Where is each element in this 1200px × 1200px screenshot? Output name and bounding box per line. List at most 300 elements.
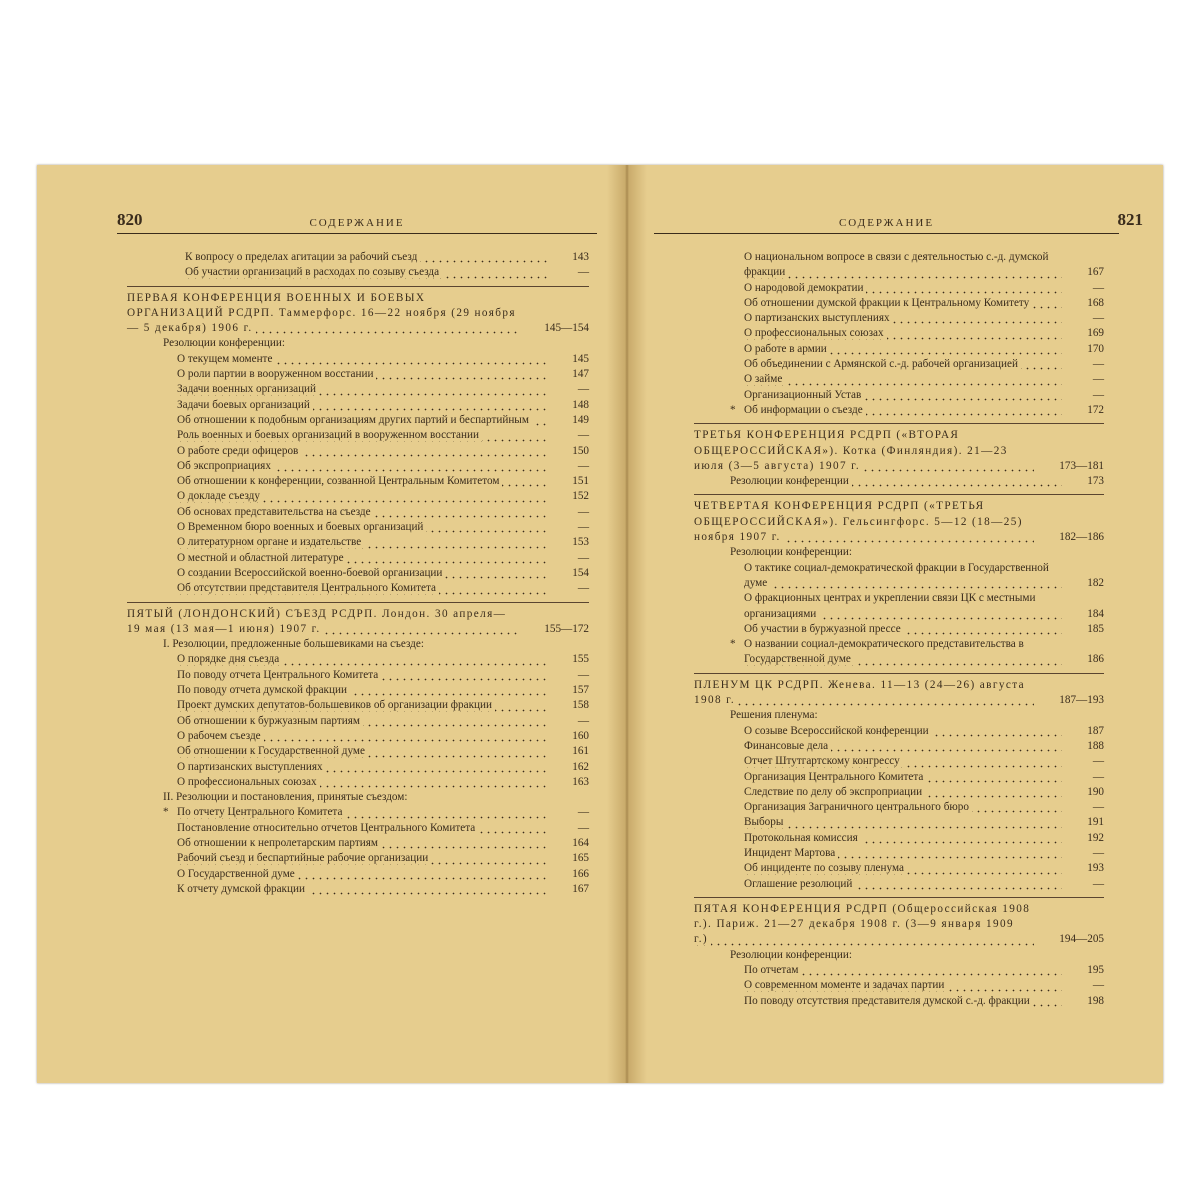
toc-page-number: —: [1092, 358, 1104, 371]
toc-entry-label: По отчету Центрального Комитета: [177, 806, 345, 818]
toc-entry-label: Резолюции конференции:: [730, 949, 855, 961]
toc-entry-label: О местной и областной литературе: [177, 552, 347, 564]
toc-entry: [127, 367, 589, 382]
toc-entry: [127, 637, 589, 652]
toc-entry-text: [730, 403, 1062, 418]
right-page-number: 821: [1117, 210, 1143, 229]
toc-entry-label: Об информации о съезде: [744, 404, 866, 416]
left-page: [37, 165, 612, 1083]
toc-entry-text: [744, 281, 1062, 296]
toc-page-number: —: [1092, 388, 1104, 401]
toc-entry-text: [744, 785, 1062, 800]
toc-entry: [127, 428, 589, 443]
toc-page-number: —: [1092, 312, 1104, 325]
toc-entry-text: [177, 836, 547, 851]
toc-entry: [127, 714, 589, 729]
toc-entry: [127, 668, 589, 683]
toc-entry: [127, 535, 589, 550]
toc-page-number: —: [1092, 373, 1104, 386]
toc-entry-text: [730, 948, 1062, 963]
toc-page-number: 160: [572, 729, 589, 742]
toc-entry: [127, 821, 589, 836]
toc-page-number: 145—154: [544, 322, 589, 335]
toc-entry-text: [744, 311, 1062, 326]
toc-entry-text: [177, 744, 547, 759]
toc-entry: [127, 398, 589, 413]
toc-entry-label: О литературном органе и издательстве: [177, 536, 364, 548]
toc-entry-text: [177, 505, 547, 520]
toc-entry-label: Об отношении думской фракции к Центральному Комитету: [744, 297, 1032, 309]
toc-entry-label: О народовой демократии: [744, 282, 866, 294]
toc-entry-text: [694, 499, 1034, 545]
toc-entry-label: О профессиональных союзах: [744, 327, 887, 339]
toc-entry-label: Резолюции конференции: [730, 475, 852, 487]
toc-entry-label: Выборы: [744, 816, 786, 828]
toc-entry-label: О современном моменте и задачах партии: [744, 979, 947, 991]
toc-entry-text: [177, 698, 547, 713]
toc-page-number: —: [577, 582, 589, 595]
toc-entry-text: [177, 428, 547, 443]
toc-page-number: —: [577, 521, 589, 534]
toc-entry-text: [744, 561, 1062, 592]
toc-page-number: 162: [572, 760, 589, 773]
toc-page-number: 182—186: [1059, 531, 1104, 544]
toc-entry-label: О создании Всероссийской военно-боевой организации: [177, 567, 445, 579]
toc-entry-label: Об отношении к непролетарским партиям: [177, 837, 381, 849]
toc-entry-label: О партизанских выступлениях: [177, 761, 326, 773]
toc-entry: [127, 265, 589, 280]
right-header-title: СОДЕРЖАНИЕ: [838, 217, 935, 229]
toc-entry-label: По поводу отчета Центрального Комитета: [177, 669, 381, 681]
toc-entry-text: [177, 652, 547, 667]
toc-entry: [694, 739, 1104, 754]
toc-page-number: 167: [1087, 266, 1104, 279]
toc-entry-text: [730, 637, 1062, 668]
toc-page-number: 165: [572, 852, 589, 865]
toc-entry: [127, 882, 589, 897]
toc-entry-text: [744, 846, 1062, 861]
toc-entry-label: Постановление относительно отчетов Центрального Комитета: [177, 822, 478, 834]
left-header-title: СОДЕРЖАНИЕ: [309, 217, 405, 229]
toc-entry-text: [730, 545, 1062, 560]
toc-page-number: —: [1092, 755, 1104, 768]
toc-entry-text: [744, 591, 1062, 622]
toc-entry-text: [177, 444, 547, 459]
toc-entry-text: [163, 637, 547, 652]
toc-page-number: 173: [1087, 475, 1104, 488]
toc-entry: [694, 372, 1104, 387]
toc-entry-text: [185, 265, 547, 280]
toc-entry: [694, 403, 1104, 418]
toc-page-number: —: [577, 551, 589, 564]
toc-page-number: 154: [572, 566, 589, 579]
right-page-header: [654, 209, 1143, 234]
toc-entry-label: Резолюции конференции:: [730, 546, 855, 558]
toc-section-heading: [127, 607, 589, 638]
toc-entry-label: О докладе съезду: [177, 490, 263, 502]
toc-entry: [694, 474, 1104, 489]
toc-page-number: 158: [572, 699, 589, 712]
toc-entry-label: ЧЕТВЕРТАЯ КОНФЕРЕНЦИЯ РСДРП («ТРЕТЬЯ ОБЩЕРОССИЙСКАЯ»). Гельсингфорс. 5—12 (18—25) ноября 1907 г.: [694, 500, 1023, 544]
toc-entry: [127, 744, 589, 759]
toc-entry-label: Следствие по делу об экспроприации: [744, 786, 925, 798]
toc-entry-label: О займе: [744, 373, 785, 385]
toc-page-number: 173—181: [1059, 459, 1104, 472]
toc-entry-label: По поводу отчета думской фракции: [177, 684, 350, 696]
toc-page-number: —: [577, 714, 589, 727]
toc-entry: [694, 545, 1104, 560]
toc-entry-text: [744, 800, 1062, 815]
toc-entry-text: [730, 708, 1062, 723]
toc-entry-text: [744, 724, 1062, 739]
toc-entry: [127, 551, 589, 566]
toc-page-number: 191: [1087, 816, 1104, 829]
toc-entry-text: [744, 770, 1062, 785]
toc-entry-text: [177, 535, 547, 550]
right-toc-list: [694, 250, 1104, 1009]
toc-entry-label: I. Резолюции, предложенные большевиками на съезде:: [163, 638, 427, 650]
toc-entry: [127, 352, 589, 367]
toc-entry: [127, 382, 589, 397]
toc-entry: [127, 520, 589, 535]
section-divider: [127, 602, 589, 603]
toc-entry: [127, 683, 589, 698]
toc-entry-label: Об отношении к Государственной думе: [177, 745, 368, 757]
toc-entry-text: [177, 867, 547, 882]
toc-section-heading: [694, 902, 1104, 948]
toc-entry: [127, 444, 589, 459]
toc-entry: [694, 785, 1104, 800]
toc-entry-label: ПЕРВАЯ КОНФЕРЕНЦИЯ ВОЕННЫХ И БОЕВЫХ ОРГАНИЗАЦИЙ РСДРП. Таммерфорс. 16—22 ноября (29 ноября — 5 декабря) 1906 г.: [127, 291, 516, 335]
toc-entry: [694, 963, 1104, 978]
toc-entry-label: ПЯТЫЙ (ЛОНДОНСКИЙ) СЪЕЗД РСДРП. Лондон. 30 апреля—19 мая (13 мая—1 июня) 1907 г.: [127, 607, 507, 635]
toc-page-number: 150: [572, 444, 589, 457]
toc-entry: [694, 388, 1104, 403]
toc-entry-text: [744, 815, 1062, 830]
toc-page-number: 147: [572, 368, 589, 381]
toc-page-number: 182: [1087, 576, 1104, 589]
toc-entry: [127, 775, 589, 790]
toc-entry: [694, 342, 1104, 357]
toc-entry-label: Организационный Устав: [744, 389, 864, 401]
toc-entry: [694, 846, 1104, 861]
toc-entry: [694, 326, 1104, 341]
asterisk-mark: *: [163, 806, 169, 819]
toc-entry-label: Об объединении с Армянской с.-д. рабочей организацией: [744, 358, 1021, 370]
toc-entry-label: Финансовые дела: [744, 740, 831, 752]
toc-page-number: 168: [1087, 296, 1104, 309]
toc-entry-text: [177, 821, 547, 836]
toc-entry-label: Об отношении к конференции, созванной Центральным Комитетом: [177, 475, 502, 487]
toc-entry-text: [744, 357, 1062, 372]
toc-entry-label: Рабочий съезд и беспартийные рабочие организации: [177, 852, 431, 864]
toc-entry-text: [744, 250, 1062, 281]
toc-entry-text: [744, 831, 1062, 846]
toc-page-number: 187—193: [1059, 694, 1104, 707]
toc-entry-text: [177, 367, 547, 382]
toc-page-number: —: [577, 806, 589, 819]
toc-entry-label: Протокольная комиссия: [744, 832, 861, 844]
toc-entry: [694, 311, 1104, 326]
toc-entry: [127, 867, 589, 882]
toc-page-number: 152: [572, 490, 589, 503]
toc-entry: [694, 357, 1104, 372]
section-divider: [694, 673, 1104, 674]
toc-entry: [694, 815, 1104, 830]
toc-entry-label: Об отношении к буржуазным партиям: [177, 715, 363, 727]
toc-entry: [694, 561, 1104, 592]
toc-page-number: 190: [1087, 785, 1104, 798]
toc-entry-text: [744, 963, 1062, 978]
toc-entry: [127, 459, 589, 474]
section-divider: [127, 286, 589, 287]
toc-entry-text: [177, 729, 547, 744]
toc-entry-text: [177, 882, 547, 897]
toc-entry-label: Об инциденте по созыву пленума: [744, 862, 907, 874]
toc-page-number: 145: [572, 352, 589, 365]
toc-entry: [694, 250, 1104, 281]
toc-page-number: 198: [1087, 994, 1104, 1007]
toc-entry-text: [177, 382, 547, 397]
toc-entry: [127, 729, 589, 744]
toc-entry-text: [177, 566, 547, 581]
toc-entry-text: [177, 520, 547, 535]
toc-entry: [127, 836, 589, 851]
toc-page-number: 143: [572, 251, 589, 263]
toc-entry: [127, 413, 589, 428]
toc-page-number: 166: [572, 867, 589, 880]
toc-entry-text: [744, 388, 1062, 403]
toc-entry-text: [744, 342, 1062, 357]
toc-entry-text: [177, 668, 547, 683]
toc-entry: [127, 566, 589, 581]
toc-entry-text: [163, 805, 547, 820]
toc-page-number: 155: [572, 653, 589, 666]
toc-entry-label: К отчету думской фракции: [177, 883, 308, 895]
toc-entry-text: [177, 760, 547, 775]
toc-entry-text: [744, 978, 1062, 993]
toc-entry-label: Оглашение резолюций: [744, 878, 855, 890]
toc-entry-label: О фракционных центрах и укреплении связи ЦК с местными организациями: [744, 592, 1036, 620]
toc-entry-label: ПЛЕНУМ ЦК РСДРП. Женева. 11—13 (24—26) августа 1908 г.: [694, 678, 1025, 707]
toc-entry: [694, 994, 1104, 1009]
toc-entry-text: [177, 683, 547, 698]
toc-page-number: 193: [1087, 862, 1104, 875]
toc-entry-label: О партизанских выступлениях: [744, 312, 893, 324]
toc-entry-text: [744, 372, 1062, 387]
toc-entry-label: О роли партии в вооруженном восстании: [177, 368, 376, 380]
toc-page-number: 163: [572, 775, 589, 788]
toc-page-number: —: [1092, 846, 1104, 859]
toc-page-number: 148: [572, 398, 589, 411]
toc-entry: [127, 652, 589, 667]
toc-page-number: 167: [572, 882, 589, 895]
toc-entry-label: Об отношении к подобным организациям других партий и беспартийным: [177, 414, 532, 426]
toc-page-number: 151: [572, 475, 589, 488]
section-divider: [694, 423, 1104, 424]
toc-entry: [694, 831, 1104, 846]
toc-page-number: 192: [1087, 831, 1104, 844]
toc-entry: [694, 861, 1104, 876]
toc-section-heading: [127, 291, 589, 337]
left-toc-list: [127, 250, 589, 897]
book-spread: [37, 165, 1163, 1083]
toc-entry-text: [127, 291, 519, 337]
toc-entry: [694, 877, 1104, 892]
asterisk-mark: *: [730, 638, 736, 651]
toc-page-number: —: [577, 266, 589, 279]
toc-entry-label: Об экспроприациях: [177, 460, 274, 472]
toc-page-number: 153: [572, 536, 589, 549]
toc-page-number: 194—205: [1059, 933, 1104, 946]
toc-entry: [127, 474, 589, 489]
toc-entry: [127, 505, 589, 520]
toc-entry-text: [163, 790, 547, 805]
toc-entry: [694, 591, 1104, 622]
toc-entry: [694, 978, 1104, 993]
toc-page-number: —: [577, 505, 589, 518]
toc-entry: [694, 754, 1104, 769]
toc-page-number: 187: [1087, 724, 1104, 737]
toc-page-number: 169: [1087, 327, 1104, 340]
toc-entry: [694, 708, 1104, 723]
toc-entry-label: Об основах представительства на съезде: [177, 506, 374, 518]
toc-entry: [127, 581, 589, 596]
toc-entry-text: [744, 754, 1062, 769]
toc-entry-text: [177, 474, 547, 489]
toc-entry-text: [694, 902, 1034, 948]
toc-entry-label: О тактике социал-демократической фракции в Государственной думе: [744, 561, 1049, 589]
toc-page-number: 172: [1087, 403, 1104, 416]
toc-page-number: —: [1092, 281, 1104, 294]
left-page-number: 820: [117, 210, 143, 229]
section-divider: [694, 494, 1104, 495]
toc-page-number: —: [577, 668, 589, 681]
toc-entry: [694, 296, 1104, 311]
toc-section-heading: [694, 678, 1104, 709]
toc-entry: [694, 724, 1104, 739]
left-page-header: [117, 209, 597, 234]
toc-page-number: 157: [572, 684, 589, 697]
toc-entry-text: [744, 861, 1062, 876]
toc-page-number: 164: [572, 836, 589, 849]
toc-entry-label: О национальном вопросе в связи с деятельностью с.-д. думской фракции: [744, 251, 1049, 279]
toc-entry-label: К вопросу о пределах агитации за рабочий съезд: [185, 251, 420, 263]
toc-entry-label: Решения пленума:: [730, 709, 821, 721]
toc-page-number: —: [1092, 979, 1104, 992]
toc-page-number: —: [577, 821, 589, 834]
toc-section-heading: [694, 428, 1104, 474]
toc-entry-text: [177, 413, 547, 428]
toc-entry-label: О текущем моменте: [177, 353, 275, 365]
toc-page-number: 195: [1087, 964, 1104, 977]
toc-page-number: —: [577, 383, 589, 396]
toc-entry-text: [744, 326, 1062, 341]
toc-entry-label: Задачи военных организаций: [177, 383, 319, 395]
toc-entry-text: [694, 678, 1034, 709]
book-gutter: [607, 165, 647, 1083]
toc-entry-label: О названии социал-демократического представительства в Государственной думе: [744, 638, 1024, 666]
toc-entry-label: О работе в армии: [744, 343, 830, 355]
toc-entry-text: [744, 622, 1062, 637]
toc-entry-text: [127, 607, 519, 638]
toc-entry-text: [744, 877, 1062, 892]
toc-entry-text: [730, 474, 1062, 489]
toc-entry-text: [177, 489, 547, 504]
toc-entry-label: Об отсутствии представителя Центрального Комитета: [177, 582, 439, 594]
toc-entry-text: [744, 994, 1062, 1009]
toc-entry-label: О Временном бюро военных и боевых организаций: [177, 521, 426, 533]
toc-page-number: 161: [572, 745, 589, 758]
toc-entry-label: Об участии организаций в расходах по созыву съезда: [185, 266, 442, 278]
toc-page-number: 170: [1087, 342, 1104, 355]
toc-entry-label: Об участии в буржуазной прессе: [744, 623, 904, 635]
toc-entry-text: [177, 775, 547, 790]
toc-entry-text: [744, 739, 1062, 754]
toc-page-number: —: [1092, 877, 1104, 890]
toc-entry-label: Инцидент Мартова: [744, 847, 838, 859]
toc-entry: [127, 698, 589, 713]
toc-entry-label: О Государственной думе: [177, 868, 298, 880]
toc-entry-label: Проект думских депутатов-большевиков об организации фракции: [177, 699, 495, 711]
toc-entry-label: Роль военных и боевых организаций в вооруженном восстании: [177, 429, 482, 441]
toc-entry: [694, 948, 1104, 963]
toc-entry: [127, 851, 589, 866]
toc-section-heading: [694, 499, 1104, 545]
toc-entry-text: [177, 352, 547, 367]
toc-entry-label: Задачи боевых организаций: [177, 399, 313, 411]
toc-page-number: 185: [1087, 622, 1104, 635]
toc-entry-label: Отчет Штутгартскому конгрессу: [744, 755, 903, 767]
toc-page-number: —: [1092, 801, 1104, 814]
toc-page-number: —: [577, 429, 589, 442]
toc-entry-label: Организация Заграничного центрального бюро: [744, 801, 972, 813]
toc-entry-label: II. Резолюции и постановления, принятые съездом:: [163, 791, 411, 803]
toc-entry: [694, 622, 1104, 637]
toc-entry-text: [177, 551, 547, 566]
toc-page-number: 184: [1087, 607, 1104, 620]
toc-page-number: 188: [1087, 739, 1104, 752]
toc-entry-text: [177, 459, 547, 474]
toc-entry: [694, 637, 1104, 668]
toc-entry: [694, 281, 1104, 296]
toc-entry-label: О порядке дня съезда: [177, 653, 282, 665]
toc-entry-label: Организация Центрального Комитета: [744, 771, 926, 783]
toc-entry: [127, 760, 589, 775]
toc-page-number: —: [577, 459, 589, 472]
toc-entry: [127, 805, 589, 820]
toc-entry-text: [744, 296, 1062, 311]
toc-entry-label: О профессиональных союзах: [177, 776, 320, 788]
toc-entry-label: По поводу отсутствия представителя думской с.-д. фракции: [744, 995, 1033, 1007]
toc-entry-label: ТРЕТЬЯ КОНФЕРЕНЦИЯ РСДРП («ВТОРАЯ ОБЩЕРОССИЙСКАЯ»). Котка (Финляндия). 21—23 июля (3—5 августа) 1907 г.: [694, 429, 1008, 472]
toc-entry: [694, 770, 1104, 785]
toc-entry: [127, 489, 589, 504]
toc-page-number: 149: [572, 413, 589, 426]
toc-entry-text: [177, 398, 547, 413]
toc-entry: [127, 336, 589, 351]
toc-page-number: 186: [1087, 653, 1104, 666]
toc-entry-label: Резолюции конференции:: [163, 337, 288, 349]
toc-page-number: 155—172: [544, 622, 589, 635]
section-divider: [694, 897, 1104, 898]
toc-entry: [127, 790, 589, 805]
toc-page-number: —: [1092, 770, 1104, 783]
toc-entry-text: [163, 336, 547, 351]
toc-entry-label: О работе среди офицеров: [177, 445, 301, 457]
toc-entry-text: [694, 428, 1034, 474]
toc-entry: [127, 250, 589, 265]
